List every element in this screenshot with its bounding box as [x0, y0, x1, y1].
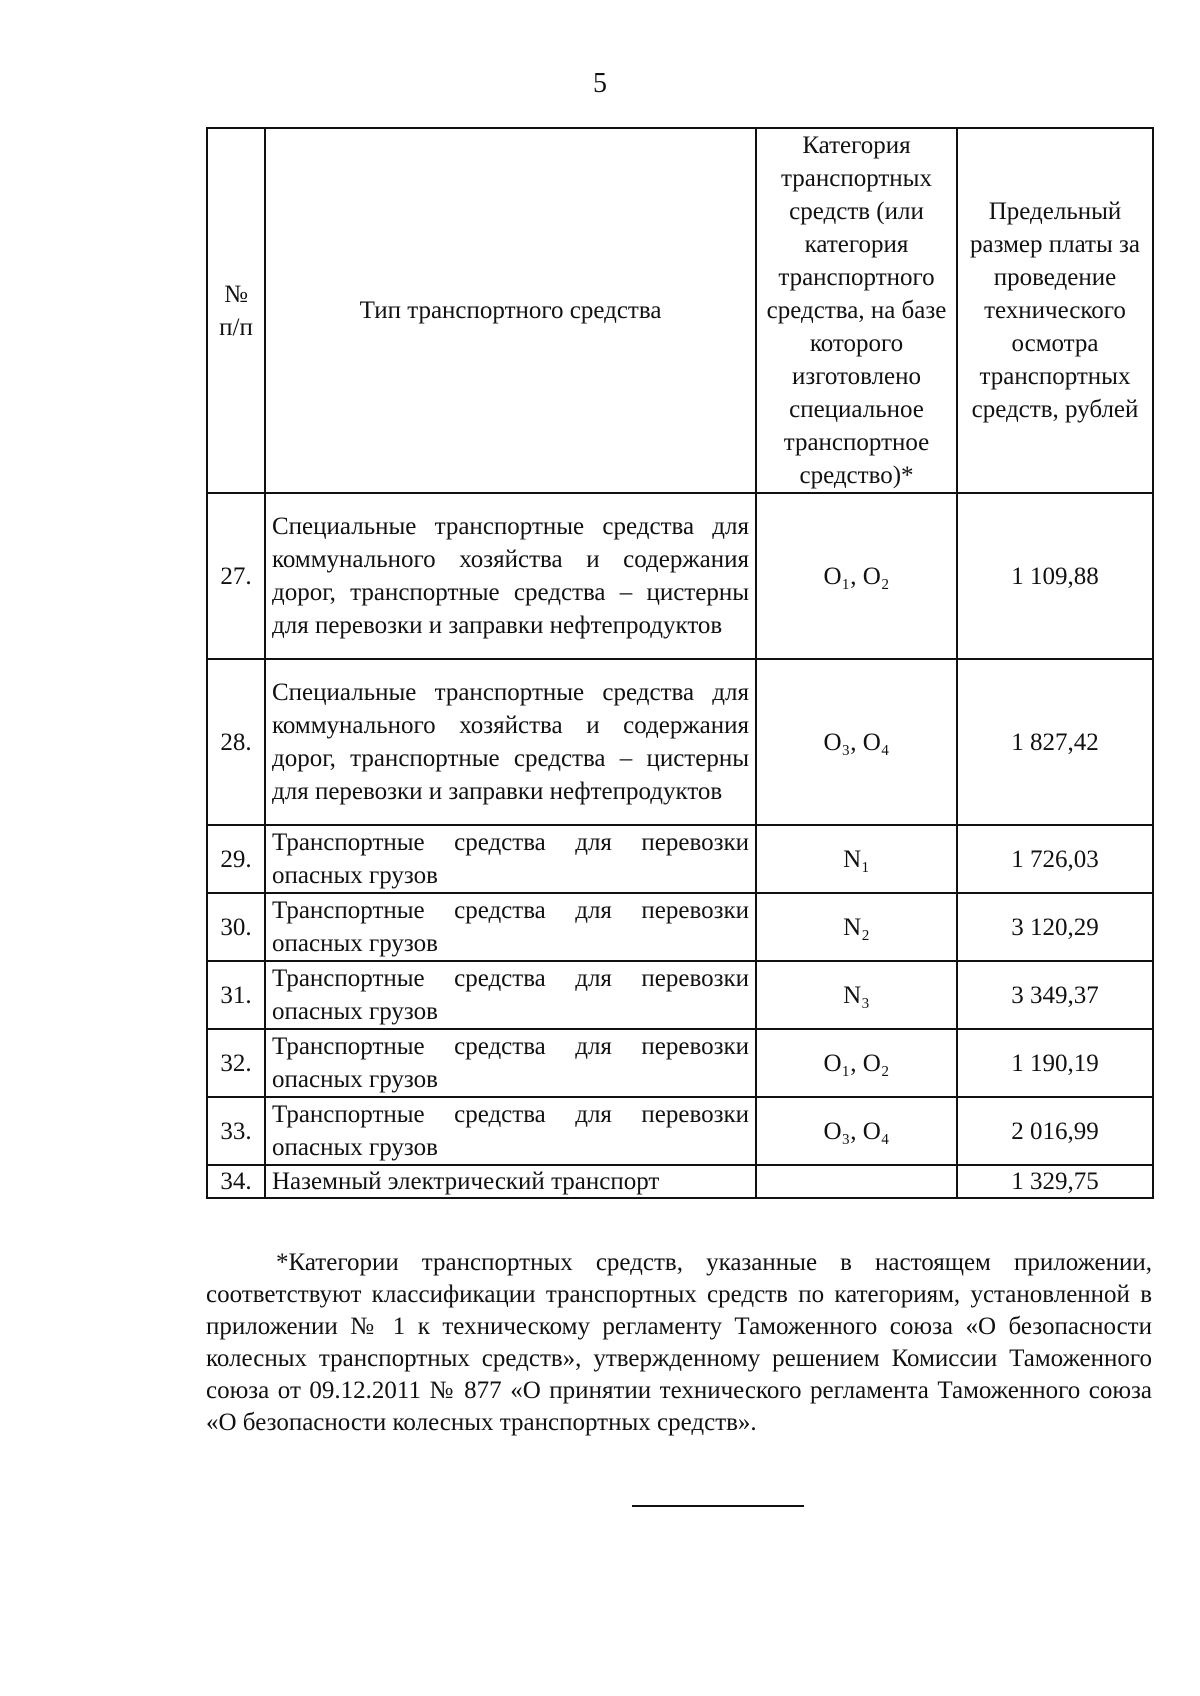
row-num: 30. — [207, 893, 265, 961]
row-fee: 3 120,29 — [957, 893, 1153, 961]
header-fee: Предельный размер платы за проведение технического осмотра транспортных средств, рублей — [957, 128, 1153, 493]
header-num: № п/п — [207, 128, 265, 493]
row-type: Специальные транспортные средства для коммунального хозяйства и содержания дорог, транспортные средства – цистерны для перевозки и заправки нефтепродуктов — [265, 659, 756, 825]
row-num: 34. — [207, 1165, 265, 1198]
row-fee: 1 726,03 — [957, 825, 1153, 893]
table-row — [207, 659, 1153, 825]
row-category: O₁, O₂ — [756, 493, 957, 659]
row-category: N₃ — [756, 961, 957, 1029]
row-category: O₁, O₂ — [756, 1029, 957, 1097]
header-category: Категория транспортных средств (или категория транспортного средства, на базе которого изготовлено специальное транспортное средство)* — [756, 128, 957, 493]
row-fee: 2 016,99 — [957, 1097, 1153, 1165]
header-type: Тип транспортного средства — [265, 128, 756, 493]
row-fee: 3 349,37 — [957, 961, 1153, 1029]
table-row — [207, 893, 1153, 961]
row-category: N₁ — [756, 825, 957, 893]
row-category — [756, 1165, 957, 1198]
table-row — [207, 1165, 1153, 1198]
row-category: O₃, O₄ — [756, 1097, 957, 1165]
row-type: Транспортные средства для перевозки опасных грузов — [265, 1029, 756, 1097]
row-fee: 1 827,42 — [957, 659, 1153, 825]
table-row — [207, 825, 1153, 893]
row-num: 27. — [207, 493, 265, 659]
row-type: Транспортные средства для перевозки опасных грузов — [265, 825, 756, 893]
row-num: 29. — [207, 825, 265, 893]
fee-table — [206, 127, 1154, 1199]
table-row — [207, 1097, 1153, 1165]
row-num: 33. — [207, 1097, 265, 1165]
row-fee: 1 329,75 — [957, 1165, 1153, 1198]
table-row — [207, 493, 1153, 659]
table-header-row — [207, 128, 1153, 493]
row-num: 32. — [207, 1029, 265, 1097]
row-type: Наземный электрический транспорт — [265, 1165, 756, 1198]
row-type: Транспортные средства для перевозки опасных грузов — [265, 893, 756, 961]
row-num: 31. — [207, 961, 265, 1029]
row-category: N₂ — [756, 893, 957, 961]
table-row — [207, 961, 1153, 1029]
page-number: 5 — [593, 68, 607, 99]
end-rule — [632, 1505, 804, 1507]
row-num: 28. — [207, 659, 265, 825]
footnote: *Категории транспортных средств, указанные в настоящем приложении, соответствуют классификации транспортных средств по категориям, установленной в приложении № 1 к техническому регламенту Таможенного союза «О безопасности колесных транспортных средств», утвержденному решением Комиссии Таможенного союза от 09.12.2011 № 877 «О принятии технического регламента Таможенного союза «О безопасности колесных транспортных средств». — [206, 1249, 1152, 1436]
row-type: Транспортные средства для перевозки опасных грузов — [265, 961, 756, 1029]
row-type: Специальные транспортные средства для коммунального хозяйства и содержания дорог, транспортные средства – цистерны для перевозки и заправки нефтепродуктов — [265, 493, 756, 659]
row-type: Транспортные средства для перевозки опасных грузов — [265, 1097, 756, 1165]
table-row — [207, 1029, 1153, 1097]
row-fee: 1 190,19 — [957, 1029, 1153, 1097]
row-fee: 1 109,88 — [957, 493, 1153, 659]
row-category: O₃, O₄ — [756, 659, 957, 825]
